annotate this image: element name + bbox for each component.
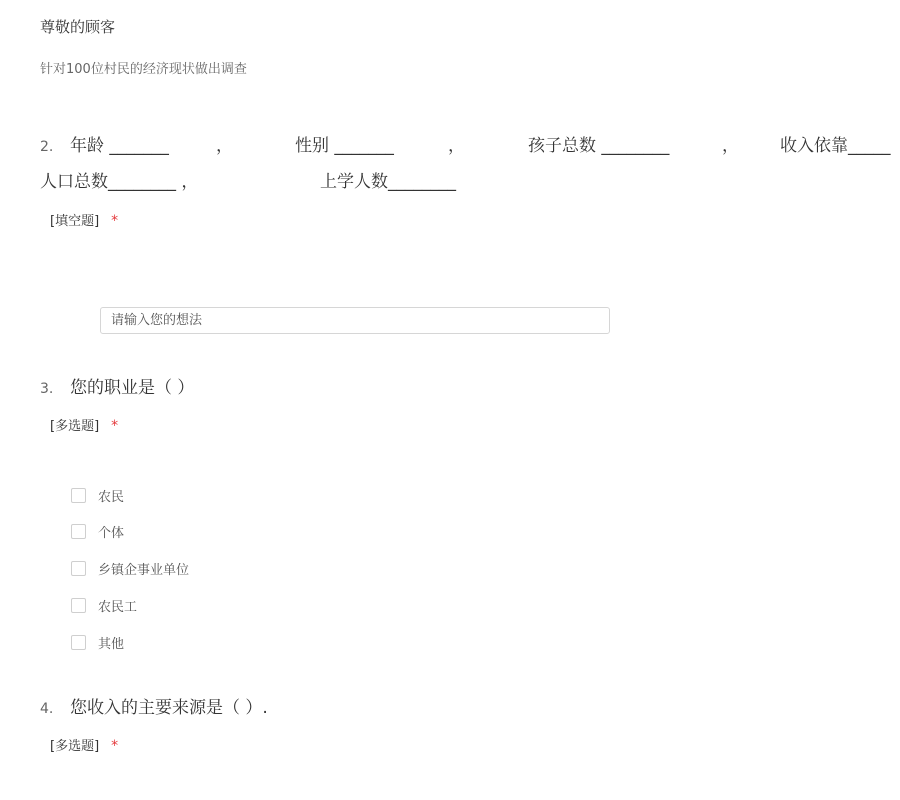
- required-asterisk: *: [111, 738, 119, 754]
- question-2-number: 2.: [40, 139, 54, 155]
- option-township-enterprise[interactable]: [71, 558, 189, 578]
- option-label: 乡镇企事业单位: [98, 562, 190, 578]
- question-type-label: [多选题]: [50, 739, 100, 754]
- question-4-number: 4.: [40, 701, 54, 717]
- checkbox[interactable]: [71, 635, 86, 650]
- q2-age-blank: 年龄 _______: [70, 136, 169, 156]
- question-3-text: 您的职业是（ ）: [70, 378, 195, 398]
- required-asterisk: *: [111, 418, 119, 434]
- option-label: 农民工: [98, 599, 138, 615]
- question-type-label: [填空题]: [50, 214, 100, 229]
- question-2-line-1: [40, 134, 900, 158]
- required-asterisk: *: [111, 213, 119, 229]
- question-4-title: [40, 696, 268, 721]
- survey-description: 针对100位村民的经济现状做出调查: [40, 62, 247, 77]
- question-4-type: [50, 735, 118, 754]
- question-3-number: 3.: [40, 381, 54, 397]
- option-other[interactable]: [71, 632, 124, 652]
- q2-gender-blank: 性别 _______: [295, 136, 394, 156]
- option-label: 个体: [98, 525, 125, 541]
- option-migrant-worker[interactable]: [71, 595, 137, 615]
- question-3-type: [50, 415, 118, 434]
- survey-greeting: 尊敬的顾客: [40, 18, 116, 36]
- checkbox[interactable]: [71, 598, 86, 613]
- q2-comma-3: ，: [722, 136, 739, 156]
- question-4-text: 您收入的主要来源是（ ）.: [70, 698, 268, 718]
- q2-students-blank: 上学人数________: [320, 172, 456, 192]
- q2-income-blank: 收入依靠_____: [780, 136, 891, 156]
- question-2-line-2: [40, 170, 900, 194]
- question-type-label: [多选题]: [50, 419, 100, 434]
- checkbox[interactable]: [71, 488, 86, 503]
- q2-children-blank: 孩子总数 ________: [528, 136, 670, 156]
- option-label: 农民: [98, 489, 125, 505]
- question-2-answer-input[interactable]: [100, 307, 610, 334]
- q2-comma-1: ，: [216, 136, 233, 156]
- q2-comma-2: ，: [448, 136, 465, 156]
- option-self-employed[interactable]: [71, 521, 124, 541]
- option-farmer[interactable]: [71, 485, 124, 505]
- question-2-type: [50, 210, 118, 229]
- option-label: 其他: [98, 636, 125, 652]
- q2-population-blank: 人口总数________ ，: [40, 172, 199, 192]
- checkbox[interactable]: [71, 524, 86, 539]
- checkbox[interactable]: [71, 561, 86, 576]
- question-3-title: [40, 376, 194, 401]
